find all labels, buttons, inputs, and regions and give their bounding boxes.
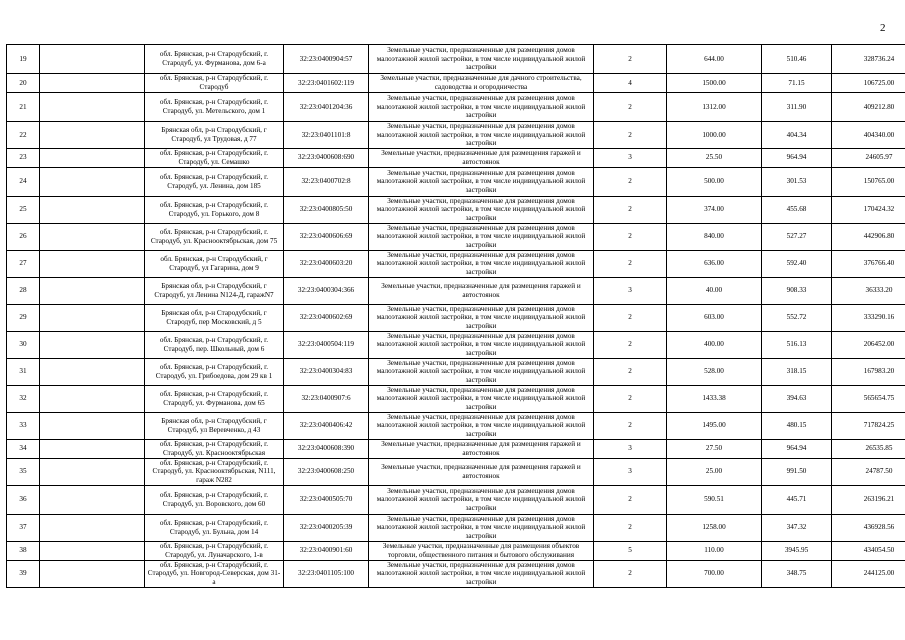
row-cadastral-value: 167983.20 bbox=[832, 358, 905, 385]
row-land-use: Земельные участки, предназначенные для размещения домов малоэтажной жилой застройки, в том числе индивидуальной жилой застройки bbox=[369, 167, 594, 196]
row-specific-value: 908.33 bbox=[762, 277, 832, 304]
row-area: 400.00 bbox=[667, 331, 762, 358]
row-land-use: Земельные участки, предназначенные для размещения объектов торговли, общественного питания и бытового обслуживания bbox=[369, 541, 594, 560]
row-group: 2 bbox=[594, 514, 667, 541]
table-row bbox=[7, 331, 905, 358]
row-cadastral-value: 24605.97 bbox=[832, 148, 905, 167]
row-group: 2 bbox=[594, 250, 667, 277]
row-cadastral-number: 32:23:0401101:8 bbox=[284, 122, 369, 149]
row-number: 34 bbox=[7, 439, 40, 458]
row-cadastral-number: 32:23:0400406:42 bbox=[284, 412, 369, 439]
row-area: 500.00 bbox=[667, 167, 762, 196]
row-land-use: Земельные участки, предназначенные для размещения домов малоэтажной жилой застройки, в том числе индивидуальной жилой застройки bbox=[369, 122, 594, 149]
row-area: 840.00 bbox=[667, 223, 762, 250]
row-cadastral-number: 32:23:0400603:20 bbox=[284, 250, 369, 277]
row-cadastral-number: 32:23:0401105:100 bbox=[284, 560, 369, 587]
table-row bbox=[7, 412, 905, 439]
row-spacer bbox=[40, 196, 145, 223]
row-land-use: Земельные участки, предназначенные для размещения домов малоэтажной жилой застройки, в том числе индивидуальной жилой застройки bbox=[369, 385, 594, 412]
row-cadastral-number: 32:23:0400602:69 bbox=[284, 304, 369, 331]
row-address: обл. Брянская, р-н Стародубский, г. Стародуб, ул. Ленина, дом 185 bbox=[145, 167, 284, 196]
row-cadastral-value: 333290.16 bbox=[832, 304, 905, 331]
row-number: 38 bbox=[7, 541, 40, 560]
row-group: 2 bbox=[594, 485, 667, 514]
row-specific-value: 964.94 bbox=[762, 148, 832, 167]
row-group: 2 bbox=[594, 412, 667, 439]
row-cadastral-value: 150765.00 bbox=[832, 167, 905, 196]
row-spacer bbox=[40, 93, 145, 122]
row-cadastral-value: 717824.25 bbox=[832, 412, 905, 439]
row-address: обл. Брянская, р-н Стародубский, г. Стародуб, ул. Грибоедова, дом 29 кв 1 bbox=[145, 358, 284, 385]
row-number: 29 bbox=[7, 304, 40, 331]
row-address: обл. Брянская, р-н Стародубский, г. Стародуб, ул. Бульна, дом 14 bbox=[145, 514, 284, 541]
row-address: обл. Брянская, р-н Стародубский, г. Стародуб, ул. Луначарского, 1-в bbox=[145, 541, 284, 560]
table-row bbox=[7, 385, 905, 412]
row-cadastral-number: 32:23:0400608:250 bbox=[284, 458, 369, 485]
table-row bbox=[7, 458, 905, 485]
page-number: 2 bbox=[880, 22, 886, 34]
row-number: 19 bbox=[7, 45, 40, 74]
row-address: обл. Брянская, р-н Стародубский, г Стародуб, ул Гагарина, дом 9 bbox=[145, 250, 284, 277]
row-cadastral-number: 32:23:0401602:119 bbox=[284, 74, 369, 93]
row-land-use: Земельные участки, предназначенные для размещения гаражей и автостоянок bbox=[369, 458, 594, 485]
row-number: 39 bbox=[7, 560, 40, 587]
row-cadastral-number: 32:23:0400304:83 bbox=[284, 358, 369, 385]
row-address: обл. Брянская, р-н Стародубский, г. Стародуб, ул. Метельского, дом 1 bbox=[145, 93, 284, 122]
row-cadastral-number: 32:23:0401204:36 bbox=[284, 93, 369, 122]
row-spacer bbox=[40, 331, 145, 358]
row-cadastral-value: 106725.00 bbox=[832, 74, 905, 93]
row-address: обл. Брянская, р-н Стародубский, г. Стародуб, ул. Горького, дом 8 bbox=[145, 196, 284, 223]
row-group: 3 bbox=[594, 148, 667, 167]
row-cadastral-number: 32:23:0400505:70 bbox=[284, 485, 369, 514]
row-cadastral-value: 376766.40 bbox=[832, 250, 905, 277]
row-cadastral-value: 24787.50 bbox=[832, 458, 905, 485]
row-specific-value: 527.27 bbox=[762, 223, 832, 250]
table-row bbox=[7, 223, 905, 250]
row-specific-value: 404.34 bbox=[762, 122, 832, 149]
row-group: 2 bbox=[594, 358, 667, 385]
row-specific-value: 455.68 bbox=[762, 196, 832, 223]
row-group: 3 bbox=[594, 458, 667, 485]
row-spacer bbox=[40, 167, 145, 196]
row-cadastral-value: 434054.50 bbox=[832, 541, 905, 560]
row-number: 32 bbox=[7, 385, 40, 412]
row-number: 23 bbox=[7, 148, 40, 167]
row-number: 26 bbox=[7, 223, 40, 250]
row-area: 374.00 bbox=[667, 196, 762, 223]
row-specific-value: 552.72 bbox=[762, 304, 832, 331]
row-cadastral-number: 32:23:0400205:39 bbox=[284, 514, 369, 541]
row-spacer bbox=[40, 148, 145, 167]
table-row bbox=[7, 439, 905, 458]
row-number: 35 bbox=[7, 458, 40, 485]
row-address: обл. Брянская, р-н Стародубский, г. Стародуб, ул. Семашко bbox=[145, 148, 284, 167]
row-land-use: Земельные участки, предназначенные для размещения домов малоэтажной жилой застройки, в том числе индивидуальной жилой застройки bbox=[369, 412, 594, 439]
row-cadastral-number: 32:23:0400504:119 bbox=[284, 331, 369, 358]
row-specific-value: 301.53 bbox=[762, 167, 832, 196]
row-specific-value: 3945.95 bbox=[762, 541, 832, 560]
row-address: обл. Брянская, р-н Стародубский, г. Стародуб bbox=[145, 74, 284, 93]
row-spacer bbox=[40, 385, 145, 412]
table-row bbox=[7, 541, 905, 560]
row-group: 2 bbox=[594, 196, 667, 223]
row-specific-value: 964.94 bbox=[762, 439, 832, 458]
table-row bbox=[7, 514, 905, 541]
row-group: 2 bbox=[594, 304, 667, 331]
row-specific-value: 348.75 bbox=[762, 560, 832, 587]
row-area: 636.00 bbox=[667, 250, 762, 277]
row-spacer bbox=[40, 485, 145, 514]
row-number: 36 bbox=[7, 485, 40, 514]
row-specific-value: 480.15 bbox=[762, 412, 832, 439]
row-address: Брянская обл, р-н Стародубский, г Стародуб, пер Московский, д 5 bbox=[145, 304, 284, 331]
row-spacer bbox=[40, 122, 145, 149]
row-spacer bbox=[40, 458, 145, 485]
row-spacer bbox=[40, 277, 145, 304]
row-address: обл. Брянская, р-н Стародубский, г. Стародуб, ул. Фурманова, дом 6-а bbox=[145, 45, 284, 74]
row-address: обл. Брянская, р-н Стародубский, г. Стародуб, ул. Краснооктябрьская bbox=[145, 439, 284, 458]
row-number: 33 bbox=[7, 412, 40, 439]
row-land-use: Земельные участки, предназначенные для размещения домов малоэтажной жилой застройки, в том числе индивидуальной жилой застройки bbox=[369, 45, 594, 74]
row-land-use: Земельные участки, предназначенные для размещения домов малоэтажной жилой застройки, в том числе индивидуальной жилой застройки bbox=[369, 485, 594, 514]
row-area: 25.50 bbox=[667, 148, 762, 167]
row-group: 2 bbox=[594, 560, 667, 587]
row-group: 2 bbox=[594, 45, 667, 74]
row-cadastral-number: 32:23:0400608:690 bbox=[284, 148, 369, 167]
row-specific-value: 347.32 bbox=[762, 514, 832, 541]
row-area: 1312.00 bbox=[667, 93, 762, 122]
row-number: 28 bbox=[7, 277, 40, 304]
row-area: 644.00 bbox=[667, 45, 762, 74]
row-cadastral-number: 32:23:0400608:390 bbox=[284, 439, 369, 458]
table-row bbox=[7, 485, 905, 514]
row-spacer bbox=[40, 223, 145, 250]
row-cadastral-number: 32:23:0400907:6 bbox=[284, 385, 369, 412]
row-address: Брянская обл, р-н Стародубский, г Стародуб, ул Трудовая, д 77 bbox=[145, 122, 284, 149]
table-row bbox=[7, 45, 905, 74]
row-cadastral-value: 565654.75 bbox=[832, 385, 905, 412]
row-spacer bbox=[40, 74, 145, 93]
row-area: 528.00 bbox=[667, 358, 762, 385]
row-specific-value: 991.50 bbox=[762, 458, 832, 485]
row-group: 2 bbox=[594, 122, 667, 149]
row-land-use: Земельные участки, предназначенные для размещения домов малоэтажной жилой застройки, в том числе индивидуальной жилой застройки bbox=[369, 358, 594, 385]
row-cadastral-value: 36333.20 bbox=[832, 277, 905, 304]
row-area: 700.00 bbox=[667, 560, 762, 587]
row-area: 25.00 bbox=[667, 458, 762, 485]
row-number: 20 bbox=[7, 74, 40, 93]
row-cadastral-value: 206452.00 bbox=[832, 331, 905, 358]
row-specific-value: 516.13 bbox=[762, 331, 832, 358]
row-area: 27.50 bbox=[667, 439, 762, 458]
row-land-use: Земельные участки, предназначенные для размещения домов малоэтажной жилой застройки, в том числе индивидуальной жилой застройки bbox=[369, 223, 594, 250]
row-address: Брянская обл, р-н Стародубский, г Стародуб, ул Веревченко, д 43 bbox=[145, 412, 284, 439]
row-area: 1500.00 bbox=[667, 74, 762, 93]
row-spacer bbox=[40, 560, 145, 587]
row-spacer bbox=[40, 439, 145, 458]
row-spacer bbox=[40, 412, 145, 439]
row-cadastral-number: 32:23:0400901:60 bbox=[284, 541, 369, 560]
row-area: 590.51 bbox=[667, 485, 762, 514]
row-land-use: Земельные участки, предназначенные для размещения домов малоэтажной жилой застройки, в том числе индивидуальной жилой застройки bbox=[369, 250, 594, 277]
row-group: 2 bbox=[594, 385, 667, 412]
row-cadastral-number: 32:23:0400606:69 bbox=[284, 223, 369, 250]
table-row bbox=[7, 250, 905, 277]
row-spacer bbox=[40, 514, 145, 541]
row-group: 2 bbox=[594, 223, 667, 250]
row-number: 30 bbox=[7, 331, 40, 358]
row-cadastral-value: 404340.00 bbox=[832, 122, 905, 149]
row-cadastral-value: 442906.80 bbox=[832, 223, 905, 250]
row-number: 25 bbox=[7, 196, 40, 223]
row-spacer bbox=[40, 358, 145, 385]
row-cadastral-value: 170424.32 bbox=[832, 196, 905, 223]
table-row bbox=[7, 560, 905, 587]
row-land-use: Земельные участки, предназначенные для дачного строительства, садоводства и огородничества bbox=[369, 74, 594, 93]
row-land-use: Земельные участки, предназначенные для размещения домов малоэтажной жилой застройки, в том числе индивидуальной жилой застройки bbox=[369, 560, 594, 587]
table-row bbox=[7, 74, 905, 93]
table-row bbox=[7, 196, 905, 223]
row-specific-value: 71.15 bbox=[762, 74, 832, 93]
row-cadastral-number: 32:23:0400304:366 bbox=[284, 277, 369, 304]
row-specific-value: 510.46 bbox=[762, 45, 832, 74]
row-area: 1000.00 bbox=[667, 122, 762, 149]
row-address: Брянская обл, р-н Стародубский, г Стародуб, ул Ленина N124-Д, гаражN7 bbox=[145, 277, 284, 304]
row-number: 24 bbox=[7, 167, 40, 196]
row-cadastral-value: 409212.80 bbox=[832, 93, 905, 122]
row-group: 4 bbox=[594, 74, 667, 93]
row-cadastral-value: 263196.21 bbox=[832, 485, 905, 514]
row-cadastral-number: 32:23:0400805:50 bbox=[284, 196, 369, 223]
row-land-use: Земельные участки, предназначенные для размещения гаражей и автостоянок bbox=[369, 277, 594, 304]
row-group: 5 bbox=[594, 541, 667, 560]
row-land-use: Земельные участки, предназначенные для размещения гаражей и автостоянок bbox=[369, 148, 594, 167]
row-address: обл. Брянская, р-н Стародубский, г. Стародуб, ул. Фурманова, дом 65 bbox=[145, 385, 284, 412]
row-group: 3 bbox=[594, 439, 667, 458]
row-land-use: Земельные участки, предназначенные для размещения домов малоэтажной жилой застройки, в том числе индивидуальной жилой застройки bbox=[369, 514, 594, 541]
cadastral-value-table bbox=[6, 44, 905, 588]
row-specific-value: 394.63 bbox=[762, 385, 832, 412]
row-address: обл. Брянская, р-н Стародубский, г. Стародуб, ул. Краснооктябрьская, N111, гараж N282 bbox=[145, 458, 284, 485]
row-cadastral-value: 436928.56 bbox=[832, 514, 905, 541]
table-row bbox=[7, 277, 905, 304]
row-group: 2 bbox=[594, 93, 667, 122]
row-land-use: Земельные участки, предназначенные для размещения домов малоэтажной жилой застройки, в том числе индивидуальной жилой застройки bbox=[369, 331, 594, 358]
row-number: 27 bbox=[7, 250, 40, 277]
row-group: 3 bbox=[594, 277, 667, 304]
row-cadastral-number: 32:23:0400702:8 bbox=[284, 167, 369, 196]
table-row bbox=[7, 93, 905, 122]
row-area: 110.00 bbox=[667, 541, 762, 560]
row-group: 2 bbox=[594, 167, 667, 196]
row-area: 603.00 bbox=[667, 304, 762, 331]
row-number: 31 bbox=[7, 358, 40, 385]
row-area: 1258.00 bbox=[667, 514, 762, 541]
row-number: 21 bbox=[7, 93, 40, 122]
table-row bbox=[7, 167, 905, 196]
table-body bbox=[7, 45, 905, 588]
row-cadastral-value: 328736.24 bbox=[832, 45, 905, 74]
row-land-use: Земельные участки, предназначенные для размещения домов малоэтажной жилой застройки, в том числе индивидуальной жилой застройки bbox=[369, 93, 594, 122]
row-address: обл. Брянская, р-н Стародубский, г. Стародуб, ул. Новгород-Северская, дом 31-а bbox=[145, 560, 284, 587]
row-spacer bbox=[40, 541, 145, 560]
row-spacer bbox=[40, 250, 145, 277]
row-specific-value: 592.40 bbox=[762, 250, 832, 277]
row-specific-value: 311.90 bbox=[762, 93, 832, 122]
row-address: обл. Брянская, р-н Стародубский, г. Стародуб, ул. Воровского, дом 60 bbox=[145, 485, 284, 514]
row-number: 22 bbox=[7, 122, 40, 149]
row-address: обл. Брянская, р-н Стародубский, г. Стародуб, пер. Школьный, дом 6 bbox=[145, 331, 284, 358]
row-land-use: Земельные участки, предназначенные для размещения домов малоэтажной жилой застройки, в том числе индивидуальной жилой застройки bbox=[369, 196, 594, 223]
row-cadastral-value: 26535.85 bbox=[832, 439, 905, 458]
table-row bbox=[7, 122, 905, 149]
row-spacer bbox=[40, 304, 145, 331]
row-specific-value: 318.15 bbox=[762, 358, 832, 385]
row-address: обл. Брянская, р-н Стародубский, г. Стародуб, ул. Краснооктябрьская, дом 75 bbox=[145, 223, 284, 250]
row-area: 1433.38 bbox=[667, 385, 762, 412]
table-row bbox=[7, 148, 905, 167]
row-cadastral-number: 32:23:0400904:57 bbox=[284, 45, 369, 74]
row-land-use: Земельные участки, предназначенные для размещения домов малоэтажной жилой застройки, в том числе индивидуальной жилой застройки bbox=[369, 304, 594, 331]
row-area: 1495.00 bbox=[667, 412, 762, 439]
row-number: 37 bbox=[7, 514, 40, 541]
row-spacer bbox=[40, 45, 145, 74]
table-row bbox=[7, 304, 905, 331]
row-area: 40.00 bbox=[667, 277, 762, 304]
table-row bbox=[7, 358, 905, 385]
row-group: 2 bbox=[594, 331, 667, 358]
row-cadastral-value: 244125.00 bbox=[832, 560, 905, 587]
row-land-use: Земельные участки, предназначенные для размещения гаражей и автостоянок bbox=[369, 439, 594, 458]
row-specific-value: 445.71 bbox=[762, 485, 832, 514]
